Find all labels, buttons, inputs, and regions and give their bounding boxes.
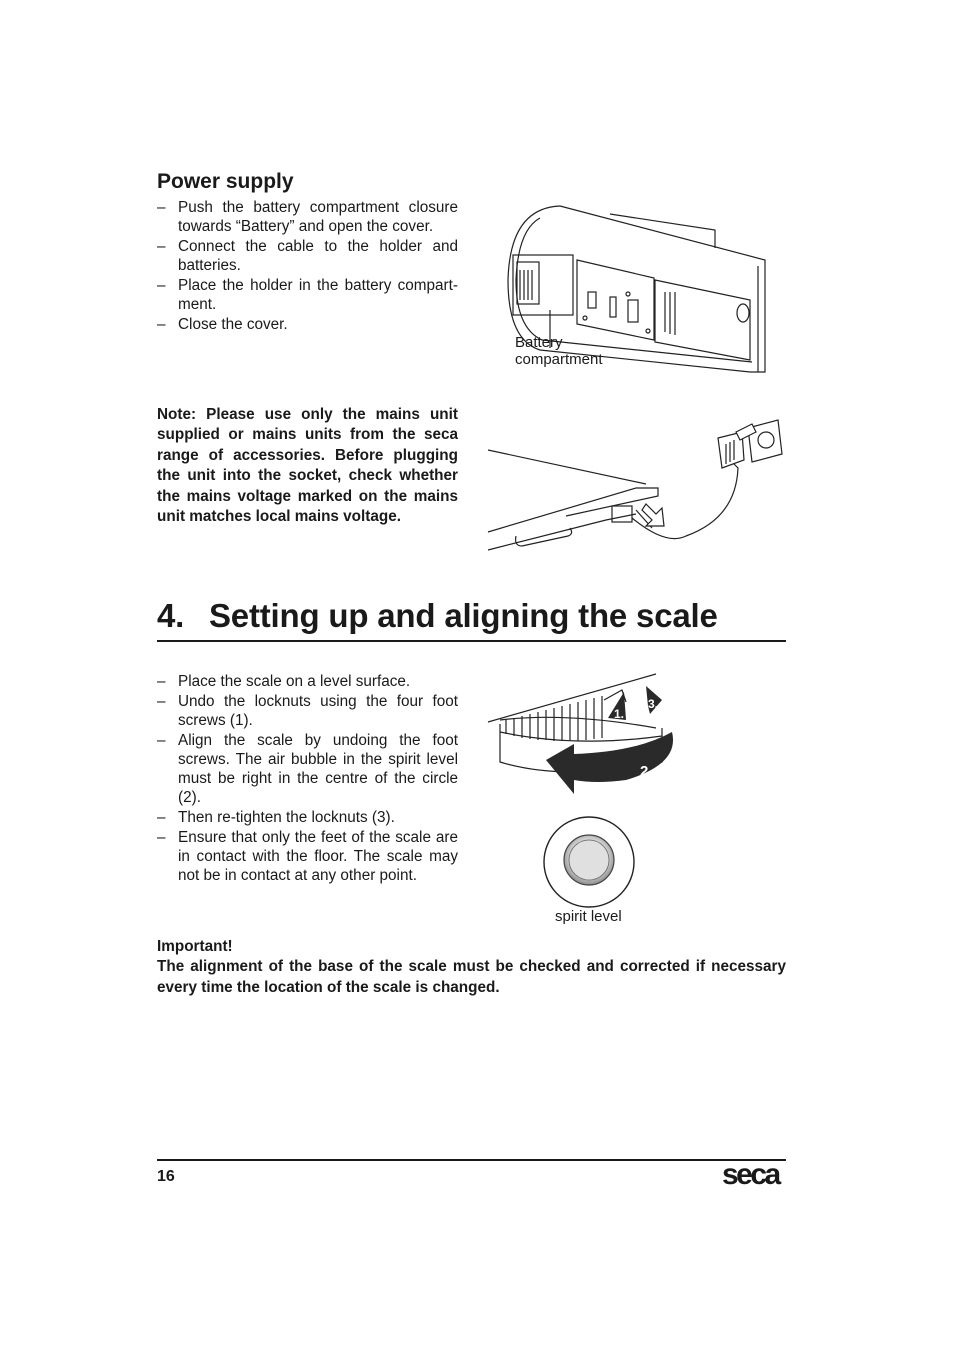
- chapter-title: Setting up and aligning the scale: [209, 597, 718, 634]
- step-3-label: 3.: [648, 697, 659, 711]
- list-item: – Push the battery compartment closure towards “Battery” and open the cover.: [157, 198, 458, 236]
- power-supply-steps: [157, 198, 458, 335]
- step-1-label: 1.: [614, 707, 625, 721]
- important-note: [157, 937, 786, 998]
- section-heading-power-supply: Power supply: [157, 170, 294, 193]
- footer-rule: [157, 1159, 786, 1161]
- spirit-level-illustration: [540, 812, 640, 908]
- label-line: compartment: [515, 351, 603, 368]
- list-item: – Place the scale on a level surface.: [157, 672, 458, 691]
- chapter-rule: [157, 640, 786, 642]
- mains-unit-note: Note: Please use only the mains unit supplied or mains units from the seca range of accessories. Before plugging the unit into the socket, check whether the mains voltage marked on the mains unit matches local mains voltage.: [157, 406, 458, 526]
- alignment-steps: [157, 672, 458, 886]
- page-number: 16: [157, 1168, 175, 1185]
- list-item: – Then re-tighten the locknuts (3).: [157, 808, 458, 827]
- list-item: – Undo the locknuts using the four foot screws (1).: [157, 692, 458, 730]
- label-line: Battery: [515, 334, 563, 351]
- battery-compartment-label: [515, 334, 603, 368]
- list-item: – Connect the cable to the holder and batteries.: [157, 237, 458, 275]
- chapter-number: 4.: [157, 597, 185, 634]
- foot-screw-illustration: [486, 672, 691, 802]
- important-heading: Important!: [157, 938, 233, 955]
- chapter-heading: [157, 597, 718, 635]
- mains-unit-illustration: [486, 418, 786, 558]
- list-item: – Place the holder in the battery compart-ment.: [157, 276, 458, 314]
- important-text: The alignment of the base of the scale must be checked and corrected if necessary every time the location of the scale is changed.: [157, 958, 786, 996]
- list-item: – Align the scale by undoing the foot screws. The air bubble in the spirit level must be right in the centre of the circle (2).: [157, 731, 458, 807]
- list-item: – Ensure that only the feet of the scale are in contact with the floor. The scale may not be in contact at any other point.: [157, 828, 458, 885]
- spirit-level-label: spirit level: [555, 908, 622, 925]
- list-item: – Close the cover.: [157, 315, 458, 334]
- step-2-label: 2.: [640, 763, 653, 780]
- seca-logo: seca: [722, 1158, 779, 1191]
